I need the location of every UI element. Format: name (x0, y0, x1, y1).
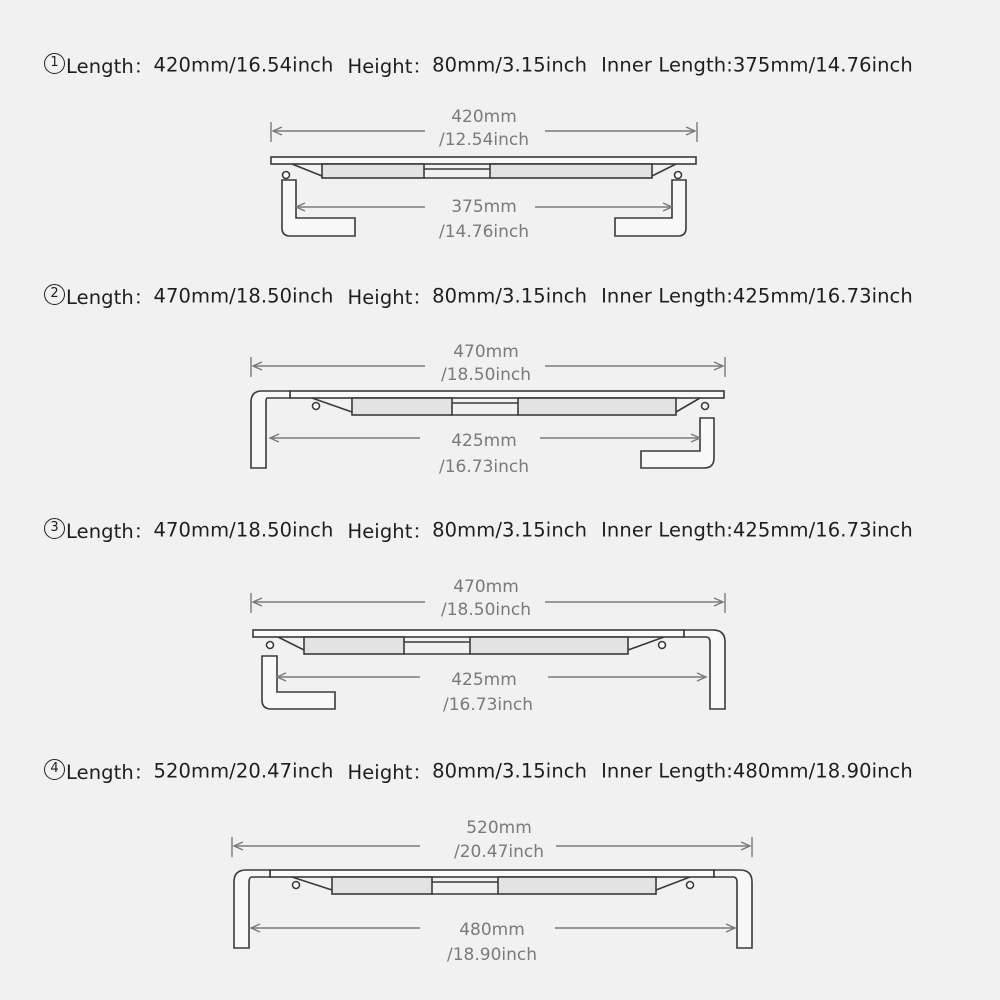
number-badge: 2 (44, 284, 65, 305)
height-label: Height： (347, 286, 433, 309)
height-label: Height： (347, 520, 433, 543)
inner-length-mm: 425mm (451, 431, 517, 451)
right-leg (615, 180, 686, 236)
height-label: Height： (347, 55, 433, 78)
left-leg (262, 656, 335, 709)
inner-length-inch: /18.90inch (446, 945, 538, 965)
inner-length-label: Inner Length: (601, 53, 733, 77)
number-badge: 4 (44, 759, 65, 780)
length-label: Length： (66, 286, 154, 309)
outer-length-inch: /20.47inch (453, 842, 545, 862)
left-leg (234, 870, 270, 948)
length-label: Length： (66, 55, 154, 78)
outer-length-mm: 420mm (451, 107, 517, 127)
inner-length-mm: 375mm (451, 197, 517, 217)
shelf-board (290, 391, 724, 415)
outer-length-inch: /12.54inch (438, 130, 530, 150)
inner-length-value: 375mm/14.76inch (732, 53, 913, 77)
left-leg (251, 391, 290, 468)
length-value: 470mm/18.50inch (153, 284, 334, 308)
shelf-board (270, 870, 714, 894)
inner-length-value: 425mm/16.73inch (732, 518, 913, 542)
inner-length-inch: /16.73inch (442, 695, 534, 715)
length-value: 470mm/18.50inch (153, 518, 334, 542)
inner-length-mm: 425mm (451, 670, 517, 690)
length-value: 420mm/16.54inch (153, 53, 334, 77)
length-label: Length： (66, 520, 154, 543)
outer-length-mm: 470mm (453, 342, 519, 362)
right-leg (714, 870, 752, 948)
number-badge: 1 (44, 53, 65, 74)
inner-length-value: 425mm/16.73inch (732, 284, 913, 308)
inner-length-label: Inner Length: (601, 284, 733, 308)
outer-length-mm: 520mm (466, 818, 532, 838)
length-value: 520mm/20.47inch (153, 759, 334, 783)
length-label: Length： (66, 761, 154, 784)
left-leg (282, 180, 355, 236)
outer-length-inch: /18.50inch (440, 365, 532, 385)
outer-length-mm: 470mm (453, 577, 519, 597)
inner-length-value: 480mm/18.90inch (732, 759, 913, 783)
inner-length-inch: /16.73inch (438, 457, 530, 477)
right-leg (684, 630, 725, 709)
height-label: Height： (347, 761, 433, 784)
height-value: 80mm/3.15inch (432, 518, 588, 542)
height-value: 80mm/3.15inch (432, 53, 588, 77)
inner-length-mm: 480mm (459, 920, 525, 940)
height-value: 80mm/3.15inch (432, 284, 588, 308)
height-value: 80mm/3.15inch (432, 759, 588, 783)
inner-length-inch: /14.76inch (438, 222, 530, 242)
right-leg (641, 418, 714, 468)
shelf-board (271, 157, 696, 179)
inner-length-label: Inner Length: (601, 759, 733, 783)
number-badge: 3 (44, 518, 65, 539)
outer-length-inch: /18.50inch (440, 600, 532, 620)
inner-length-label: Inner Length: (601, 518, 733, 542)
shelf-board (253, 630, 684, 654)
